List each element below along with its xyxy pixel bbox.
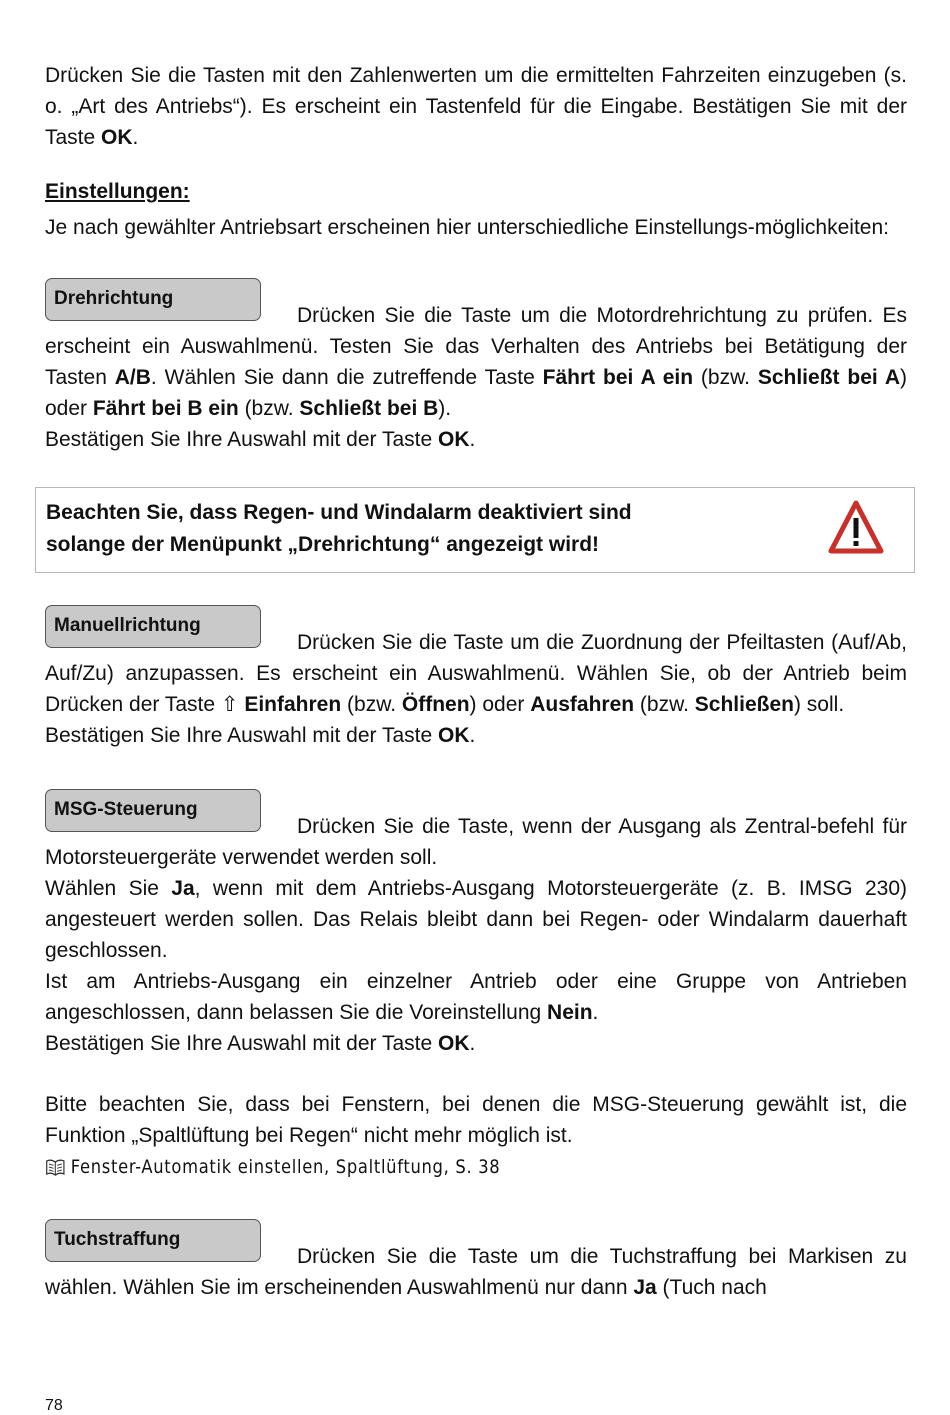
ok-key-label: OK [438,1032,470,1055]
tuch-t2: (Tuch nach [656,1276,767,1299]
intro-text: Drücken Sie die Tasten mit den Zahlenwerten um die ermittelten Fahrzeiten einzugeben (s. o. „Art des Antriebs“). Es erscheint ein Tastenfeld für die Eingabe. Bestätigen Sie mit der Taste [45,64,907,149]
tuchstraffung-button[interactable]: Tuchstraffung [45,1219,261,1262]
drehrichtung-t3: (bzw. [693,366,758,389]
msg-t2a: Wählen Sie [45,877,172,900]
msg-note: Bitte beachten Sie, dass bei Fenstern, bei denen die MSG-Steuerung gewählt ist, die Funktion „Spaltlüftung bei Regen“ nicht mehr möglich ist. [45,1093,907,1147]
manuell-t1: Drücken Sie die Taste um die Zuordnung der Pfeiltasten (Auf/Ab, Auf/Zu) anzupassen. Es erscheint ein Auswahlmenü. Wählen Sie, ob der Antrieb beim Drücken der Taste [45,631,907,716]
page-number: 78 [45,1397,63,1414]
faehrt-b-label: Fährt bei B ein [92,397,239,420]
einfahren-label: Einfahren [244,693,342,716]
msg-t1: Drücken Sie die Taste, wenn der Ausgang als Zentral-befehl für Motorsteuergeräte verwendet werden soll. [45,815,907,869]
ab-key-label: A/B [114,366,151,389]
ja-label: Ja [633,1276,657,1299]
cross-reference[interactable] [45,1151,786,1183]
msg-text-2 [45,873,907,966]
drehrichtung-t2: . Wählen Sie dann die zutreffende Taste [150,366,543,389]
warning-box [35,487,915,573]
section-msg-steuerung [45,789,907,1183]
manuell-confirm [45,720,907,751]
oeffnen-label: Öffnen [401,693,470,716]
drehrichtung-t4: ) oder [45,366,907,420]
ok-key-label: OK [438,724,470,747]
drehrichtung-t1: Drücken Sie die Taste um die Motordrehrichtung zu prüfen. Es erscheint ein Auswahlmenü. Testen Sie das Verhalten des Antriebs bei Betätigung der Tasten [45,304,907,389]
msg-t3a: Ist am Antriebs-Ausgang ein einzelner Antrieb oder eine Gruppe von Antrieben angeschlossen, dann belassen Sie die Voreinstellung [45,970,907,1024]
ok-key-label: OK [101,126,133,149]
confirm-end: . [469,1032,476,1055]
confirm-text: Bestätigen Sie Ihre Auswahl mit der Taste [45,724,438,747]
warning-line-2: solange der Menüpunkt „Drehrichtung“ angezeigt wird! [46,533,600,556]
book-icon [45,1158,66,1176]
confirm-end: . [469,428,476,451]
drehrichtung-t5: (bzw. [238,397,300,420]
msg-t2b: , wenn mit dem Antriebs-Ausgang Motorsteuergeräte (z. B. IMSG 230) angesteuert werden sollen. Das Relais bleibt dann bei Regen- oder Windalarm dauerhaft geschlossen. [45,877,907,962]
intro-end: . [132,126,139,149]
manuell-t5: ) soll. [793,693,845,716]
schliesst-b-label: Schließt bei B [299,397,439,420]
confirm-text: Bestätigen Sie Ihre Auswahl mit der Taste [45,1032,438,1055]
cross-reference-text: Fenster-Automatik einstellen, Spaltlüftung, S. 38 [70,1156,501,1178]
faehrt-a-label: Fährt bei A ein [542,366,694,389]
msg-t3b: . [592,1001,599,1024]
intro-paragraph [45,60,907,153]
warning-line-1: Beachten Sie, dass Regen- und Windalarm deaktiviert sind [46,501,632,524]
confirm-text: Bestätigen Sie Ihre Auswahl mit der Taste [45,428,438,451]
warning-triangle-icon [828,500,884,554]
section-tuchstraffung [45,1219,907,1303]
settings-heading: Einstellungen: [45,180,190,203]
nein-label: Nein [547,1001,593,1024]
section-manuellrichtung [45,605,907,751]
tuch-t1: Drücken Sie die Taste um die Tuchstraffung bei Markisen zu wählen. Wählen Sie im erscheinenden Auswahlmenü nur dann [45,1245,907,1299]
ok-key-label: OK [438,428,470,451]
ja-label: Ja [171,877,195,900]
drehrichtung-t6: ). [438,397,452,420]
confirm-end: . [469,724,476,747]
manuell-t4: (bzw. [634,693,695,716]
schliesst-a-label: Schließt bei A [757,366,900,389]
manuellrichtung-button[interactable]: Manuellrichtung [45,605,261,648]
page-content [45,60,907,1303]
msg-confirm [45,1028,907,1059]
drehrichtung-confirm [45,424,907,455]
msg-text-3 [45,966,907,1028]
msg-steuerung-button[interactable]: MSG-Steuerung [45,789,261,832]
schliessen-label: Schließen [694,693,794,716]
manuell-t2: (bzw. [341,693,402,716]
settings-text: Je nach gewählter Antriebsart erscheinen hier unterschiedliche Einstellungs-möglichkeiten: [45,216,889,239]
arrow-up-icon: ⇧ [220,692,239,716]
ausfahren-label: Ausfahren [530,693,635,716]
drehrichtung-button[interactable]: Drehrichtung [45,278,261,321]
section-drehrichtung [45,278,907,455]
manuell-t3: ) oder [469,693,531,716]
